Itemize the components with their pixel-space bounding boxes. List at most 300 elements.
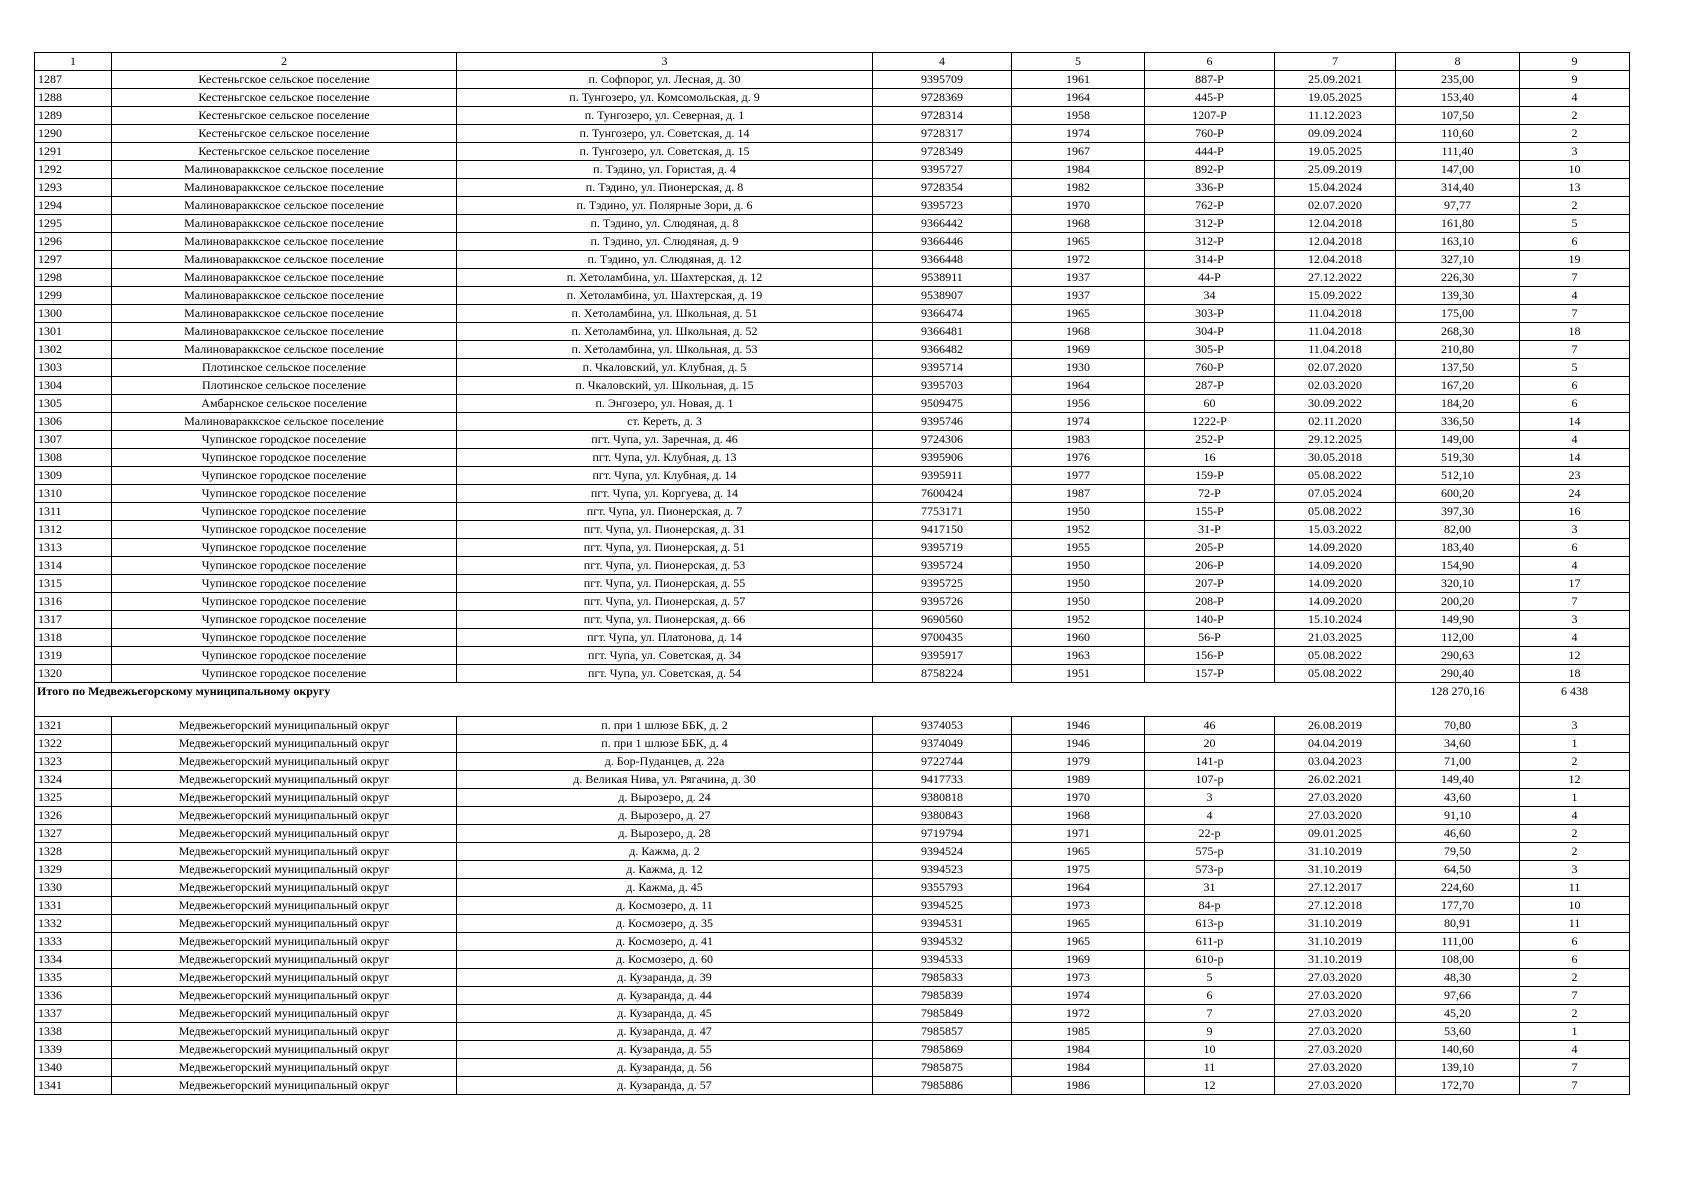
residents-count: 3 — [1520, 521, 1630, 539]
row-number: 1305 — [35, 395, 112, 413]
settlement-name: Медвежьегорский муниципальный округ — [112, 879, 457, 897]
building-id: 9366442 — [873, 215, 1012, 233]
settlement-name: Чупинское городское поселение — [112, 647, 457, 665]
residents-count: 9 — [1520, 71, 1630, 89]
decision-number: 445-Р — [1145, 89, 1275, 107]
building-id: 9395727 — [873, 161, 1012, 179]
area-value: 111,40 — [1396, 143, 1520, 161]
row-number: 1299 — [35, 287, 112, 305]
settlement-name: Малиновараккское сельское поселение — [112, 323, 457, 341]
building-id: 9395906 — [873, 449, 1012, 467]
address: п. Тэдино, ул. Слюдяная, д. 8 — [457, 215, 873, 233]
residents-count: 7 — [1520, 593, 1630, 611]
table-row — [35, 233, 1630, 251]
residents-count: 7 — [1520, 1059, 1630, 1077]
residents-count: 6 — [1520, 233, 1630, 251]
settlement-name: Медвежьегорский муниципальный округ — [112, 843, 457, 861]
residents-count: 3 — [1520, 861, 1630, 879]
residents-count: 12 — [1520, 647, 1630, 665]
address: д. Великая Нива, ул. Рягачина, д. 30 — [457, 771, 873, 789]
decision-date: 15.09.2022 — [1275, 287, 1396, 305]
address: п. Тэдино, ул. Гористая, д. 4 — [457, 161, 873, 179]
decision-number: 304-Р — [1145, 323, 1275, 341]
decision-date: 31.10.2019 — [1275, 933, 1396, 951]
decision-number: 107-р — [1145, 771, 1275, 789]
building-id: 7985869 — [873, 1041, 1012, 1059]
decision-number: 4 — [1145, 807, 1275, 825]
settlement-name: Кестеньгское сельское поселение — [112, 143, 457, 161]
decision-date: 27.03.2020 — [1275, 807, 1396, 825]
area-value: 82,00 — [1396, 521, 1520, 539]
decision-date: 14.09.2020 — [1275, 539, 1396, 557]
decision-date: 09.01.2025 — [1275, 825, 1396, 843]
building-id: 9380843 — [873, 807, 1012, 825]
year-built: 1960 — [1012, 629, 1145, 647]
column-number: 3 — [457, 53, 873, 71]
settlement-name: Чупинское городское поселение — [112, 665, 457, 683]
year-built: 1986 — [1012, 1077, 1145, 1095]
address: ст. Кереть, д. 3 — [457, 413, 873, 431]
year-built: 1987 — [1012, 485, 1145, 503]
address: д. Вырозеро, д. 28 — [457, 825, 873, 843]
decision-number: 60 — [1145, 395, 1275, 413]
year-built: 1964 — [1012, 879, 1145, 897]
residents-count: 7 — [1520, 987, 1630, 1005]
building-id: 9395703 — [873, 377, 1012, 395]
table-row — [35, 485, 1630, 503]
decision-number: 56-Р — [1145, 629, 1275, 647]
row-number: 1335 — [35, 969, 112, 987]
address: д. Космозеро, д. 11 — [457, 897, 873, 915]
row-number: 1333 — [35, 933, 112, 951]
row-number: 1310 — [35, 485, 112, 503]
settlement-name: Медвежьегорский муниципальный округ — [112, 825, 457, 843]
address: п. Тунгозеро, ул. Комсомольская, д. 9 — [457, 89, 873, 107]
table-row — [35, 593, 1630, 611]
building-id: 9700435 — [873, 629, 1012, 647]
address: д. Кажма, д. 12 — [457, 861, 873, 879]
year-built: 1950 — [1012, 557, 1145, 575]
year-built: 1951 — [1012, 665, 1145, 683]
decision-date: 11.12.2023 — [1275, 107, 1396, 125]
address: п. Хетоламбина, ул. Школьная, д. 51 — [457, 305, 873, 323]
address: пгт. Чупа, ул. Пионерская, д. 7 — [457, 503, 873, 521]
decision-number: 312-Р — [1145, 215, 1275, 233]
decision-date: 14.09.2020 — [1275, 575, 1396, 593]
residents-count: 23 — [1520, 467, 1630, 485]
decision-number: 6 — [1145, 987, 1275, 1005]
settlement-name: Медвежьегорский муниципальный округ — [112, 933, 457, 951]
settlement-name: Малиновараккское сельское поселение — [112, 287, 457, 305]
table-row — [35, 735, 1630, 753]
row-number: 1289 — [35, 107, 112, 125]
year-built: 1963 — [1012, 647, 1145, 665]
year-built: 1930 — [1012, 359, 1145, 377]
decision-date: 27.03.2020 — [1275, 1059, 1396, 1077]
year-built: 1973 — [1012, 897, 1145, 915]
settlement-name: Чупинское городское поселение — [112, 485, 457, 503]
table-row — [35, 753, 1630, 771]
residents-count: 10 — [1520, 161, 1630, 179]
area-value: 79,50 — [1396, 843, 1520, 861]
residents-count: 16 — [1520, 503, 1630, 521]
address: пгт. Чупа, ул. Клубная, д. 14 — [457, 467, 873, 485]
decision-number: 287-Р — [1145, 377, 1275, 395]
settlement-name: Чупинское городское поселение — [112, 557, 457, 575]
decision-number: 9 — [1145, 1023, 1275, 1041]
building-id: 9395724 — [873, 557, 1012, 575]
building-id: 9366481 — [873, 323, 1012, 341]
building-id: 9395726 — [873, 593, 1012, 611]
settlement-name: Малиновараккское сельское поселение — [112, 161, 457, 179]
settlement-name: Чупинское городское поселение — [112, 575, 457, 593]
address: д. Кузаранда, д. 44 — [457, 987, 873, 1005]
decision-number: 10 — [1145, 1041, 1275, 1059]
decision-number: 20 — [1145, 735, 1275, 753]
year-built: 1965 — [1012, 843, 1145, 861]
decision-date: 27.03.2020 — [1275, 1077, 1396, 1095]
table-row — [35, 557, 1630, 575]
area-value: 314,40 — [1396, 179, 1520, 197]
address: пгт. Чупа, ул. Советская, д. 34 — [457, 647, 873, 665]
address: д. Кузаранда, д. 57 — [457, 1077, 873, 1095]
building-id: 9366448 — [873, 251, 1012, 269]
decision-number: 206-Р — [1145, 557, 1275, 575]
table-row — [35, 861, 1630, 879]
row-number: 1330 — [35, 879, 112, 897]
row-number: 1321 — [35, 717, 112, 735]
settlement-name: Медвежьегорский муниципальный округ — [112, 1005, 457, 1023]
address: п. Тэдино, ул. Слюдяная, д. 9 — [457, 233, 873, 251]
area-value: 111,00 — [1396, 933, 1520, 951]
decision-date: 27.03.2020 — [1275, 969, 1396, 987]
building-id: 9366446 — [873, 233, 1012, 251]
area-value: 45,20 — [1396, 1005, 1520, 1023]
decision-number: 892-Р — [1145, 161, 1275, 179]
residents-count: 2 — [1520, 107, 1630, 125]
table-row — [35, 323, 1630, 341]
decision-number: 159-Р — [1145, 467, 1275, 485]
building-id: 9395917 — [873, 647, 1012, 665]
residents-count: 3 — [1520, 717, 1630, 735]
area-value: 149,40 — [1396, 771, 1520, 789]
table-row — [35, 521, 1630, 539]
row-number: 1326 — [35, 807, 112, 825]
building-id: 7985875 — [873, 1059, 1012, 1077]
year-built: 1965 — [1012, 933, 1145, 951]
row-number: 1293 — [35, 179, 112, 197]
row-number: 1312 — [35, 521, 112, 539]
decision-number: 7 — [1145, 1005, 1275, 1023]
residents-count: 2 — [1520, 825, 1630, 843]
settlement-name: Кестеньгское сельское поселение — [112, 71, 457, 89]
housing-register-table — [34, 52, 1630, 1095]
decision-number: 44-Р — [1145, 269, 1275, 287]
settlement-name: Малиновараккское сельское поселение — [112, 305, 457, 323]
decision-date: 19.05.2025 — [1275, 89, 1396, 107]
residents-count: 2 — [1520, 969, 1630, 987]
decision-date: 25.09.2021 — [1275, 71, 1396, 89]
decision-number: 305-Р — [1145, 341, 1275, 359]
residents-count: 1 — [1520, 789, 1630, 807]
decision-date: 30.09.2022 — [1275, 395, 1396, 413]
decision-number: 208-Р — [1145, 593, 1275, 611]
building-id: 9690560 — [873, 611, 1012, 629]
building-id: 9374049 — [873, 735, 1012, 753]
area-value: 48,30 — [1396, 969, 1520, 987]
residents-count: 4 — [1520, 557, 1630, 575]
address: п. Хетоламбина, ул. Шахтерская, д. 12 — [457, 269, 873, 287]
address: п. Хетоламбина, ул. Школьная, д. 52 — [457, 323, 873, 341]
total-area: 128 270,16 — [1396, 683, 1520, 717]
settlement-name: Малиновараккское сельское поселение — [112, 341, 457, 359]
table-row — [35, 1023, 1630, 1041]
building-id: 9374053 — [873, 717, 1012, 735]
settlement-name: Медвежьегорский муниципальный округ — [112, 987, 457, 1005]
table-row — [35, 467, 1630, 485]
table-row — [35, 89, 1630, 107]
address: пгт. Чупа, ул. Коргуева, д. 14 — [457, 485, 873, 503]
residents-count: 7 — [1520, 341, 1630, 359]
address: пгт. Чупа, ул. Платонова, д. 14 — [457, 629, 873, 647]
settlement-name: Медвежьегорский муниципальный округ — [112, 1059, 457, 1077]
residents-count: 17 — [1520, 575, 1630, 593]
settlement-name: Малиновараккское сельское поселение — [112, 215, 457, 233]
address: п. Тунгозеро, ул. Советская, д. 15 — [457, 143, 873, 161]
building-id: 7753171 — [873, 503, 1012, 521]
column-number: 7 — [1275, 53, 1396, 71]
settlement-name: Медвежьегорский муниципальный округ — [112, 951, 457, 969]
year-built: 1946 — [1012, 717, 1145, 735]
total-count: 6 438 — [1520, 683, 1630, 717]
settlement-name: Кестеньгское сельское поселение — [112, 125, 457, 143]
decision-date: 02.07.2020 — [1275, 359, 1396, 377]
settlement-name: Медвежьегорский муниципальный округ — [112, 1023, 457, 1041]
residents-count: 2 — [1520, 753, 1630, 771]
decision-date: 31.10.2019 — [1275, 951, 1396, 969]
column-number: 1 — [35, 53, 112, 71]
settlement-name: Плотинское сельское поселение — [112, 359, 457, 377]
decision-number: 140-Р — [1145, 611, 1275, 629]
residents-count: 11 — [1520, 879, 1630, 897]
residents-count: 1 — [1520, 1023, 1630, 1041]
decision-number: 314-Р — [1145, 251, 1275, 269]
table-row — [35, 125, 1630, 143]
settlement-name: Медвежьегорский муниципальный округ — [112, 1041, 457, 1059]
area-value: 226,30 — [1396, 269, 1520, 287]
area-value: 519,30 — [1396, 449, 1520, 467]
decision-number: 31-Р — [1145, 521, 1275, 539]
area-value: 139,10 — [1396, 1059, 1520, 1077]
column-number: 5 — [1012, 53, 1145, 71]
year-built: 1970 — [1012, 197, 1145, 215]
decision-date: 03.04.2023 — [1275, 753, 1396, 771]
row-number: 1332 — [35, 915, 112, 933]
residents-count: 3 — [1520, 611, 1630, 629]
year-built: 1950 — [1012, 503, 1145, 521]
decision-number: 252-Р — [1145, 431, 1275, 449]
year-built: 1965 — [1012, 305, 1145, 323]
residents-count: 2 — [1520, 1005, 1630, 1023]
decision-date: 11.04.2018 — [1275, 305, 1396, 323]
year-built: 1975 — [1012, 861, 1145, 879]
decision-date: 02.11.2020 — [1275, 413, 1396, 431]
decision-number: 205-Р — [1145, 539, 1275, 557]
decision-date: 27.12.2017 — [1275, 879, 1396, 897]
building-id: 7985839 — [873, 987, 1012, 1005]
column-number: 6 — [1145, 53, 1275, 71]
residents-count: 7 — [1520, 269, 1630, 287]
address: п. Тэдино, ул. Пионерская, д. 8 — [457, 179, 873, 197]
area-value: 172,70 — [1396, 1077, 1520, 1095]
decision-number: 31 — [1145, 879, 1275, 897]
row-number: 1337 — [35, 1005, 112, 1023]
address: п. Тэдино, ул. Полярные Зори, д. 6 — [457, 197, 873, 215]
building-id: 9509475 — [873, 395, 1012, 413]
address: пгт. Чупа, ул. Клубная, д. 13 — [457, 449, 873, 467]
address: п. Тунгозеро, ул. Северная, д. 1 — [457, 107, 873, 125]
settlement-name: Медвежьегорский муниципальный округ — [112, 753, 457, 771]
building-id: 7985857 — [873, 1023, 1012, 1041]
area-value: 175,00 — [1396, 305, 1520, 323]
table-row — [35, 287, 1630, 305]
building-id: 9728314 — [873, 107, 1012, 125]
decision-date: 19.05.2025 — [1275, 143, 1396, 161]
table-row — [35, 897, 1630, 915]
area-value: 110,60 — [1396, 125, 1520, 143]
settlement-name: Медвежьегорский муниципальный округ — [112, 915, 457, 933]
decision-date: 09.09.2024 — [1275, 125, 1396, 143]
table-row — [35, 807, 1630, 825]
address: д. Кажма, д. 45 — [457, 879, 873, 897]
row-number: 1309 — [35, 467, 112, 485]
row-number: 1300 — [35, 305, 112, 323]
settlement-name: Медвежьегорский муниципальный округ — [112, 735, 457, 753]
area-value: 163,10 — [1396, 233, 1520, 251]
building-id: 9394533 — [873, 951, 1012, 969]
decision-date: 15.03.2022 — [1275, 521, 1396, 539]
area-value: 64,50 — [1396, 861, 1520, 879]
building-id: 9728349 — [873, 143, 1012, 161]
building-id: 9728369 — [873, 89, 1012, 107]
decision-date: 12.04.2018 — [1275, 215, 1396, 233]
year-built: 1984 — [1012, 1041, 1145, 1059]
area-value: 268,30 — [1396, 323, 1520, 341]
settlement-name: Кестеньгское сельское поселение — [112, 107, 457, 125]
table-row — [35, 269, 1630, 287]
settlement-name: Медвежьегорский муниципальный округ — [112, 717, 457, 735]
total-label: Итого по Медвежьегорскому муниципальному округу — [35, 683, 1396, 717]
table-row — [35, 251, 1630, 269]
address: пгт. Чупа, ул. Пионерская, д. 51 — [457, 539, 873, 557]
year-built: 1968 — [1012, 323, 1145, 341]
year-built: 1985 — [1012, 1023, 1145, 1041]
building-id: 9355793 — [873, 879, 1012, 897]
address: д. Космозеро, д. 41 — [457, 933, 873, 951]
settlement-name: Чупинское городское поселение — [112, 521, 457, 539]
residents-count: 4 — [1520, 629, 1630, 647]
building-id: 9394523 — [873, 861, 1012, 879]
row-number: 1301 — [35, 323, 112, 341]
residents-count: 6 — [1520, 933, 1630, 951]
building-id: 9728317 — [873, 125, 1012, 143]
row-number: 1338 — [35, 1023, 112, 1041]
decision-number: 207-Р — [1145, 575, 1275, 593]
area-value: 34,60 — [1396, 735, 1520, 753]
building-id: 9395911 — [873, 467, 1012, 485]
address: пгт. Чупа, ул. Пионерская, д. 31 — [457, 521, 873, 539]
building-id: 9417150 — [873, 521, 1012, 539]
address: д. Космозеро, д. 35 — [457, 915, 873, 933]
row-number: 1302 — [35, 341, 112, 359]
decision-number: 22-р — [1145, 825, 1275, 843]
building-id: 9395725 — [873, 575, 1012, 593]
decision-date: 27.03.2020 — [1275, 1023, 1396, 1041]
column-number-row — [35, 53, 1630, 71]
decision-number: 760-Р — [1145, 359, 1275, 377]
area-value: 235,00 — [1396, 71, 1520, 89]
year-built: 1968 — [1012, 215, 1145, 233]
row-number: 1328 — [35, 843, 112, 861]
year-built: 1979 — [1012, 753, 1145, 771]
decision-date: 14.09.2020 — [1275, 593, 1396, 611]
building-id: 9417733 — [873, 771, 1012, 789]
decision-number: 34 — [1145, 287, 1275, 305]
row-number: 1296 — [35, 233, 112, 251]
row-number: 1290 — [35, 125, 112, 143]
table-row — [35, 629, 1630, 647]
table-body — [35, 53, 1630, 1095]
row-number: 1331 — [35, 897, 112, 915]
year-built: 1965 — [1012, 915, 1145, 933]
row-number: 1319 — [35, 647, 112, 665]
decision-number: 1207-Р — [1145, 107, 1275, 125]
row-number: 1294 — [35, 197, 112, 215]
settlement-name: Медвежьегорский муниципальный округ — [112, 969, 457, 987]
table-row — [35, 161, 1630, 179]
decision-date: 15.04.2024 — [1275, 179, 1396, 197]
table-row — [35, 413, 1630, 431]
table-row — [35, 395, 1630, 413]
row-number: 1304 — [35, 377, 112, 395]
table-row — [35, 717, 1630, 735]
area-value: 161,80 — [1396, 215, 1520, 233]
area-value: 154,90 — [1396, 557, 1520, 575]
decision-date: 27.12.2022 — [1275, 269, 1396, 287]
area-value: 397,30 — [1396, 503, 1520, 521]
building-id: 9538911 — [873, 269, 1012, 287]
year-built: 1970 — [1012, 789, 1145, 807]
building-id: 7985849 — [873, 1005, 1012, 1023]
address: п. Тэдино, ул. Слюдяная, д. 12 — [457, 251, 873, 269]
address: п. Хетоламбина, ул. Шахтерская, д. 19 — [457, 287, 873, 305]
decision-date: 31.10.2019 — [1275, 861, 1396, 879]
residents-count: 3 — [1520, 143, 1630, 161]
row-number: 1315 — [35, 575, 112, 593]
residents-count: 2 — [1520, 843, 1630, 861]
table-row — [35, 71, 1630, 89]
residents-count: 5 — [1520, 215, 1630, 233]
settlement-name: Чупинское городское поселение — [112, 503, 457, 521]
settlement-name: Чупинское городское поселение — [112, 431, 457, 449]
column-number: 4 — [873, 53, 1012, 71]
decision-date: 12.04.2018 — [1275, 233, 1396, 251]
area-value: 183,40 — [1396, 539, 1520, 557]
residents-count: 18 — [1520, 665, 1630, 683]
settlement-name: Медвежьегорский муниципальный округ — [112, 897, 457, 915]
row-number: 1297 — [35, 251, 112, 269]
address: п. Хетоламбина, ул. Школьная, д. 53 — [457, 341, 873, 359]
